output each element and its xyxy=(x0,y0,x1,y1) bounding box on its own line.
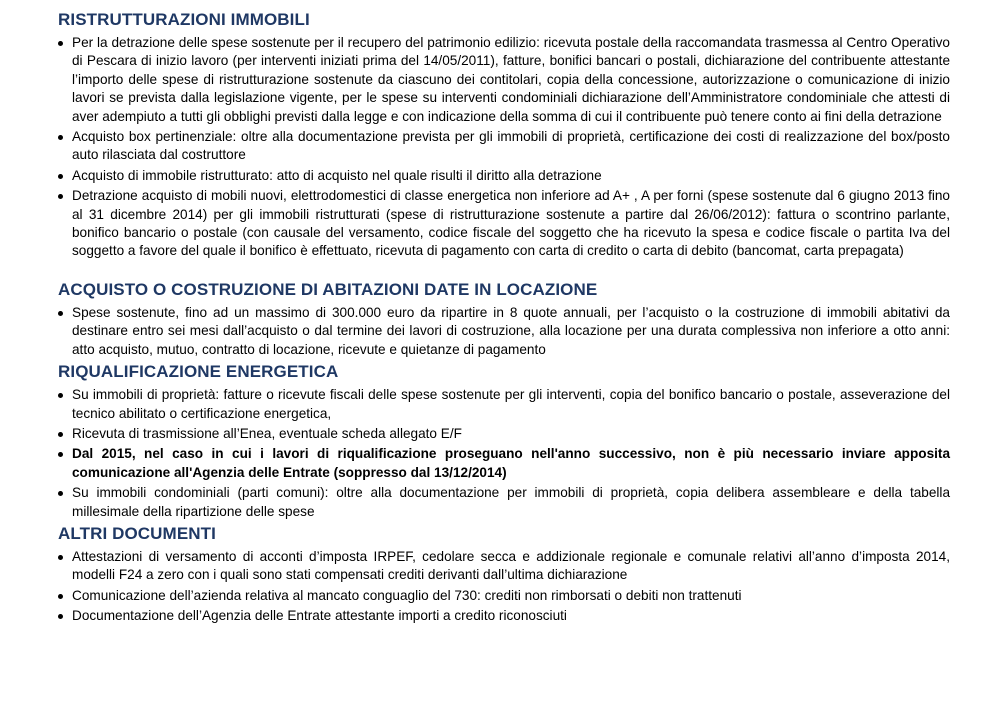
bullet-icon xyxy=(58,452,63,457)
list-item-text: Comunicazione dell’azienda relativa al mancato conguaglio del 730: crediti non rimborsati o debiti non trattenuti xyxy=(72,587,742,603)
section-riqualificazione xyxy=(58,362,950,521)
list-item-text: Acquisto box pertinenziale: oltre alla documentazione prevista per gli immobili di proprietà, certificazione dei costi di realizzazione del box/posto auto rilasciata dal costruttore xyxy=(72,129,950,163)
list-item xyxy=(58,425,950,443)
bullet-icon xyxy=(58,311,63,316)
list-item-text: Detrazione acquisto di mobili nuovi, elettrodomestici di classe energetica non inferiore ad A+ , A per forni (spese sostenute dal 6 giugno 2013 fino al 31 dicembre 2014) per gli immobili ristrutturati (spese di ristrutturazione sostenute a partire dal 26/06/2012): fattura o scontrino parlante, bonifico bancario o postale (con causale del versamento, codice fiscale del soggetto che ha ricevuto la spesa e codice fiscale o partita Iva del soggetto a favore del quale il bonifico è effettuato, ricevuta di pagamento con carta di credito o carta di debito (bancomat, carta prepagata) xyxy=(72,188,950,259)
list-item-text: Documentazione dell’Agenzia delle Entrate attestante importi a credito riconosciuti xyxy=(72,608,567,624)
section-title: RIQUALIFICAZIONE ENERGETICA xyxy=(58,362,339,382)
section-title: ACQUISTO O COSTRUZIONE DI ABITAZIONI DATE IN LOCAZIONE xyxy=(58,279,598,299)
list-item xyxy=(58,587,950,605)
bullet-icon xyxy=(58,174,63,179)
list-item-text: Su immobili condominiali (parti comuni): oltre alla documentazione per immobili di proprietà, copia delibera assembleare e della tabella millesimale della ripartizione delle spese xyxy=(72,485,950,519)
bullet-icon xyxy=(58,135,63,140)
list-item xyxy=(58,128,950,165)
section-altri-documenti xyxy=(58,524,950,626)
bullet-icon xyxy=(58,555,63,560)
bullet-list xyxy=(58,304,950,359)
list-item xyxy=(58,187,950,261)
list-item-text: Dal 2015, nel caso in cui i lavori di riqualificazione proseguano nell'anno successivo, non è più necessario inviare apposita comunicazione all'Agenzia delle Entrate (soppresso dal 13/12/2014) xyxy=(72,446,950,480)
bullet-icon xyxy=(58,432,63,437)
bullet-icon xyxy=(58,194,63,199)
list-item xyxy=(58,167,950,185)
list-item xyxy=(58,304,950,359)
list-item-text: Ricevuta di trasmissione all’Enea, eventuale scheda allegato E/F xyxy=(72,425,462,441)
list-item-text: Acquisto di immobile ristrutturato: atto di acquisto nel quale risulti il diritto alla detrazione xyxy=(72,167,602,183)
bullet-icon xyxy=(58,393,63,398)
bullet-icon xyxy=(58,594,63,599)
section-acquisto-locazione xyxy=(58,280,950,359)
bullet-list xyxy=(58,34,950,261)
bullet-list xyxy=(58,386,950,521)
list-item xyxy=(58,548,950,585)
list-item xyxy=(58,445,950,482)
section-title: RISTRUTTURAZIONI IMMOBILI xyxy=(58,10,310,29)
section-spacer xyxy=(58,263,950,280)
bullet-icon xyxy=(58,491,63,496)
list-item xyxy=(58,386,950,423)
section-title: ALTRI DOCUMENTI xyxy=(58,523,216,543)
bullet-list xyxy=(58,548,950,626)
list-item xyxy=(58,607,950,625)
list-item-text: Spese sostenute, fino ad un massimo di 300.000 euro da ripartire in 8 quote annuali, per l’acquisto o la costruzione di immobili abitativi da destinare entro sei mesi dall’acquisto o dal termine dei lavori di costruzione, alla locazione per una durata complessiva non inferiore a otto anni: atto acquisto, mutuo, contratto di locazione, ricevute e quietanze di pagamento xyxy=(72,304,950,357)
list-item-text: Su immobili di proprietà: fatture o ricevute fiscali delle spese sostenute per gli interventi, copia del bonifico bancario o postale, asseverazione del tecnico abilitato o certificazione energetica, xyxy=(72,387,950,421)
list-item-text: Per la detrazione delle spese sostenute per il recupero del patrimonio edilizio: ricevuta postale della raccomandata trasmessa al Centro Operativo di Pescara di inizio lavoro (per interventi iniziati prima del 14/05/2011), fatture, bonifici bancari o postali, dichiarazione del contribuente attestante l’importo delle spese di ristrutturazione sostenute da ciascuno dei contitolari, copia della concessione, autorizzazione o comunicazione di inizio lavori se prevista dalla legislazione vigente, per le spese su interventi condominiali dichiarazione dell’Amministratore condominiale che attesti di aver adempiuto a tutti gli obblighi previsti dalla legge e con indicazione della somma di cui il contribuente può tenere conto ai fini della detrazione xyxy=(72,35,950,124)
section-ristrutturazioni xyxy=(58,10,950,261)
bullet-icon xyxy=(58,614,63,619)
list-item-text: Attestazioni di versamento di acconti d’imposta IRPEF, cedolare secca e addizionale regionale e comunale relativi all’anno d’imposta 2014, modelli F24 a zero con i quali sono stati compensati crediti derivanti dall’ultima dichiarazione xyxy=(72,548,950,583)
list-item xyxy=(58,34,950,126)
list-item xyxy=(58,484,950,521)
bullet-icon xyxy=(58,41,63,46)
